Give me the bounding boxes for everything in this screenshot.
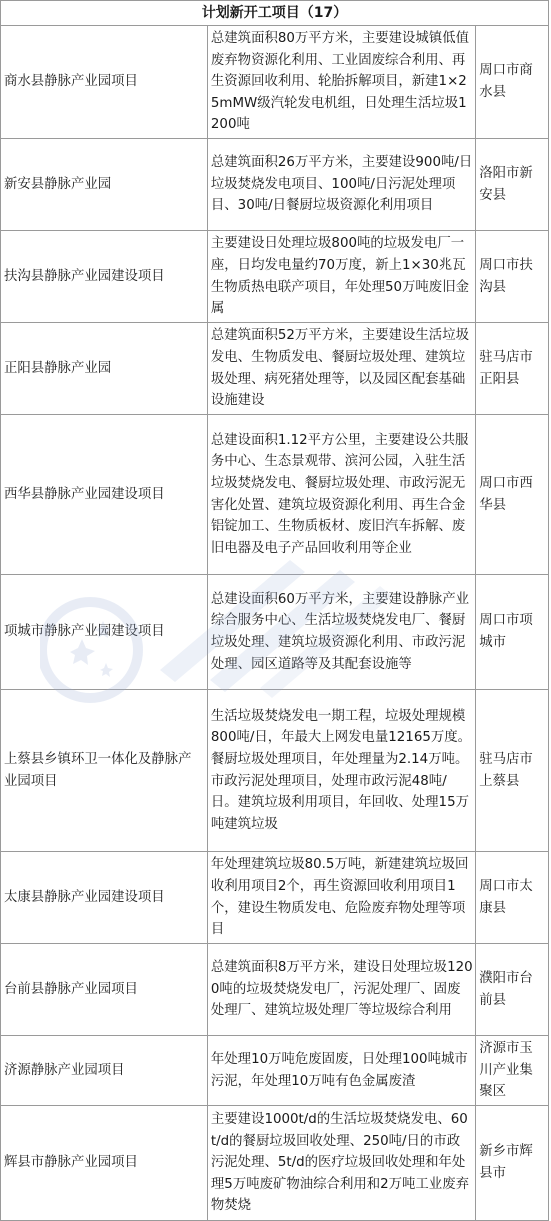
project-description: 总建筑面积80万平方米，主要建设城镇低值废弃物资源化利用、工业固废综合利用、再生资源回收利用、轮胎拆解项目，新建1×25mMW级汽轮发电机组，日处理生活垃圾1200吨 bbox=[207, 26, 475, 139]
project-name: 项城市静脉产业园建设项目 bbox=[1, 575, 208, 690]
project-name: 台前县静脉产业园项目 bbox=[1, 944, 208, 1036]
project-location: 驻马店市正阳县 bbox=[476, 323, 549, 415]
project-description: 总建筑面积52万平方米，主要建设生活垃圾发电、生物质发电、餐厨垃圾处理、建筑垃圾处理、病死猪处理等，以及园区配套基础设施建设 bbox=[207, 323, 475, 415]
table-row bbox=[1, 231, 549, 323]
table-row bbox=[1, 852, 549, 944]
table-row bbox=[1, 26, 549, 139]
project-name: 辉县市静脉产业园项目 bbox=[1, 1106, 208, 1221]
project-location: 驻马店市上蔡县 bbox=[476, 690, 549, 852]
project-name: 扶沟县静脉产业园建设项目 bbox=[1, 231, 208, 323]
table-row bbox=[1, 415, 549, 575]
project-description: 总建筑面积26万平方米，主要建设900吨/日垃圾焚烧发电项目、100吨/日污泥处理项目、30吨/日餐厨垃圾资源化利用项目 bbox=[207, 139, 475, 231]
project-location: 济源市玉川产业集聚区 bbox=[476, 1036, 549, 1106]
project-description: 年处理10万吨危废固废，日处理100吨城市污泥，年处理10万吨有色金属废渣 bbox=[207, 1036, 475, 1106]
project-name: 济源静脉产业园项目 bbox=[1, 1036, 208, 1106]
table-row bbox=[1, 690, 549, 852]
table-row bbox=[1, 1106, 549, 1221]
project-name: 正阳县静脉产业园 bbox=[1, 323, 208, 415]
project-location: 周口市商水县 bbox=[476, 26, 549, 139]
project-location: 周口市项城市 bbox=[476, 575, 549, 690]
table-row bbox=[1, 323, 549, 415]
table-row bbox=[1, 1036, 549, 1106]
project-location: 周口市太康县 bbox=[476, 852, 549, 944]
table-title-row bbox=[1, 1, 549, 26]
project-description: 总建设面积1.12平方公里，主要建设公共服务中心、生态景观带、滨河公园，入驻生活垃圾焚烧发电、餐厨垃圾处理、市政污泥无害化处置、建筑垃圾资源化利用、再生合金铝锭加工、生物质板材、废旧汽车拆解、废旧电器及电子产品回收利用等企业 bbox=[207, 415, 475, 575]
project-description: 总建设面积60万平方米，主要建设静脉产业综合服务中心、生活垃圾焚烧发电厂、餐厨垃圾处理、建筑垃圾资源化利用、市政污泥处理、园区道路等及其配套设施等 bbox=[207, 575, 475, 690]
project-name: 太康县静脉产业园建设项目 bbox=[1, 852, 208, 944]
table-title: 计划新开工项目（17） bbox=[1, 1, 549, 26]
project-location: 洛阳市新安县 bbox=[476, 139, 549, 231]
project-location: 濮阳市台前县 bbox=[476, 944, 549, 1036]
project-location: 周口市扶沟县 bbox=[476, 231, 549, 323]
table-row bbox=[1, 944, 549, 1036]
project-name: 新安县静脉产业园 bbox=[1, 139, 208, 231]
project-name: 西华县静脉产业园建设项目 bbox=[1, 415, 208, 575]
project-description: 主要建设1000t/d的生活垃圾焚烧发电、60t/d的餐厨垃圾回收处理、250吨/日的市政污泥处理、5t/d的医疗垃圾回收处理和年处理5万吨废矿物油综合利用和2万吨工业废弃物焚烧 bbox=[207, 1106, 475, 1221]
project-description: 年处理建筑垃圾80.5万吨，新建建筑垃圾回收利用项目2个，再生资源回收利用项目1个，建设生物质发电、危险废弃物处理等项目 bbox=[207, 852, 475, 944]
project-name: 上蔡县乡镇环卫一体化及静脉产业园项目 bbox=[1, 690, 208, 852]
table-row bbox=[1, 139, 549, 231]
project-location: 周口市西华县 bbox=[476, 415, 549, 575]
project-location: 新乡市辉县市 bbox=[476, 1106, 549, 1221]
project-description: 生活垃圾焚烧发电一期工程，垃圾处理规模800吨/日，年最大上网发电量12165万度。餐厨垃圾处理项目，年处理量为2.14万吨。市政污泥处理项目，处理市政污泥48吨/日。建筑垃圾利用项目，年回收、处理15万吨建筑垃圾 bbox=[207, 690, 475, 852]
project-name: 商水县静脉产业园项目 bbox=[1, 26, 208, 139]
project-description: 总建筑面积8万平方米，建设日处理垃圾1200吨的垃圾焚烧发电厂，污泥处理厂、固废处理厂、建筑垃圾处理厂等垃圾综合利用 bbox=[207, 944, 475, 1036]
project-description: 主要建设日处理垃圾800吨的垃圾发电厂一座，日均发电量约70万度，新上1×30兆瓦生物质热电联产项目，年处理50万吨废旧金属 bbox=[207, 231, 475, 323]
table-row bbox=[1, 575, 549, 690]
